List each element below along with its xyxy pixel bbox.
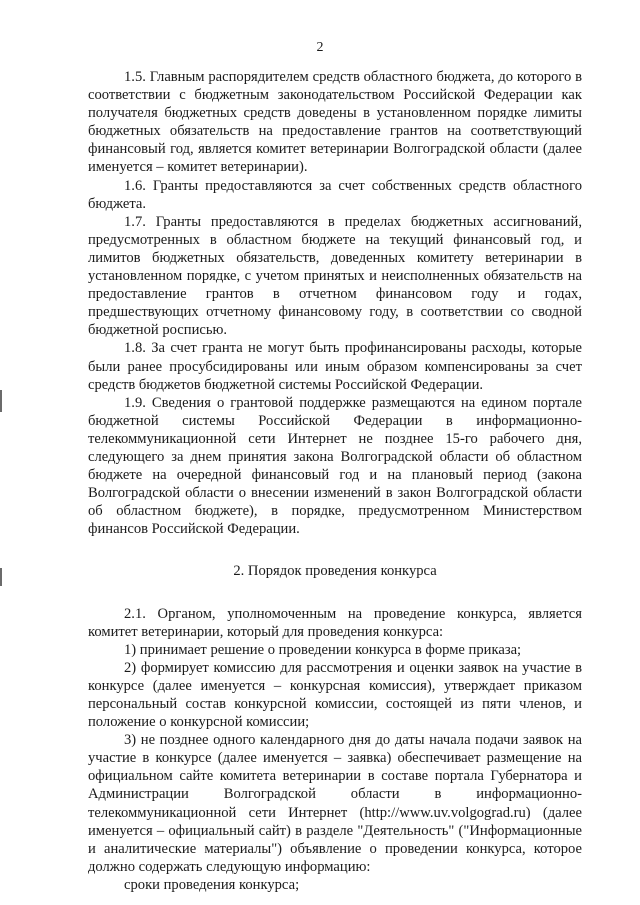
list-subitem-deadlines: сроки проведения конкурса;: [124, 876, 300, 893]
document-body: [88, 68, 582, 894]
paragraph-1-5: 1.5. Главным распорядителем средств областного бюджета, до которого в соответствии с бюджетным законодательством Российской Федерации как получателя бюджетных средств доведены в установленном порядке лимиты бюджетных обязательств на предоставление грантов на соответствующий финансовый год, является комитет ветеринарии Волгоградской области (далее именуется – комитет ветеринарии).: [88, 69, 582, 176]
paragraph-1-8: 1.8. За счет гранта не могут быть профинансированы расходы, которые были ранее просубсидированы или иным образом компенсированы за счет средств бюджетов бюджетной системы Российской Федерации.: [88, 340, 582, 393]
paragraph-1-9: 1.9. Сведения о грантовой поддержке размещаются на едином портале бюджетной системы Российской Федерации в информационно-телекоммуникационной сети Интернет не позднее 15-го рабочего дня, следующего за днем принятия закона Волгоградской области об областном бюджете на очередной финансовый год и на плановый период (закона Волгоградской области о внесении изменений в закон Волгоградской области об областном бюджете), в порядке, предусмотренном Министерством финансов Российской Федерации.: [88, 394, 582, 538]
scan-edge-mark: [0, 568, 2, 586]
list-item-1: 1) принимает решение о проведении конкурса в форме приказа;: [124, 641, 522, 658]
section-heading: 2. Порядок проведения конкурса: [233, 563, 437, 580]
paragraph-1-6: 1.6. Гранты предоставляются за счет собственных средств областного бюджета.: [88, 177, 582, 212]
paragraph-1-7: 1.7. Гранты предоставляются в пределах бюджетных ассигнований, предусмотренных в областном бюджете на текущий финансовый год, и лимитов бюджетных обязательств, доведенных комитету ветеринарии в установленном порядке, с учетом принятых и неисполненных обязательств на предоставление грантов в отчетном финансовом году и годах, предшествующих отчетному финансовому году, в соответствии со сводной бюджетной росписью.: [88, 213, 582, 339]
page-number: 2: [316, 40, 324, 55]
paragraph-2-1: 2.1. Органом, уполномоченным на проведение конкурса, является комитет ветеринарии, который для проведения конкурса:: [88, 605, 582, 640]
list-item-2: 2) формирует комиссию для рассмотрения и оценки заявок на участие в конкурсе (далее именуется – конкурсная комиссия), утверждает приказом персональный состав конкурсной комиссии, состоящей из пяти членов, и положение о конкурсной комиссии;: [88, 659, 582, 731]
list-item-3: 3) не позднее одного календарного дня до даты начала подачи заявок на участие в конкурсе (далее именуется – заявка) обеспечивает размещение на официальном сайте комитета ветеринарии в составе портала Губернатора и Администрации Волгоградской области в информационно-телекоммуникационной сети Интернет (http://www.uv.volgograd.ru) (далее именуется – официальный сайт) в разделе "Деятельность" ("Информационные и аналитические материалы") объявление о проведении конкурса, которое должно содержать следующую информацию:: [88, 732, 582, 875]
scan-edge-mark: [0, 390, 2, 412]
